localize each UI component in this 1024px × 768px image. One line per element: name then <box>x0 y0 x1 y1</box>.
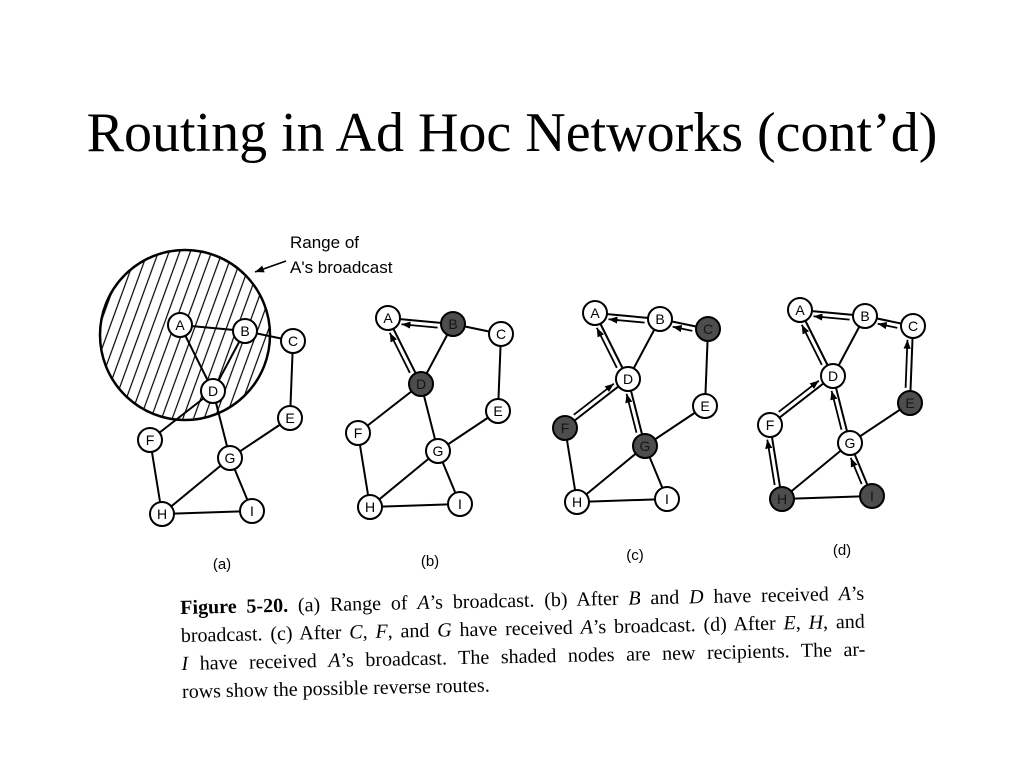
caption-text: ’s broadcast. (d) After <box>592 612 784 639</box>
reverse-route-arrow-g-to-d <box>832 391 842 430</box>
caption-text: , and <box>387 619 438 643</box>
node-label: B <box>448 316 458 332</box>
node-label: B <box>655 311 665 327</box>
node-g <box>633 434 657 458</box>
node-b <box>441 312 465 336</box>
node-label: C <box>702 321 714 337</box>
node-label: E <box>493 403 503 419</box>
node-e <box>278 406 302 430</box>
network-nodes <box>758 298 925 511</box>
node-h <box>770 487 794 511</box>
node-reference: C <box>349 621 363 644</box>
reverse-route-arrow-b-to-a <box>401 324 437 327</box>
node-label: D <box>415 376 427 392</box>
link-h-i <box>162 511 252 514</box>
node-reference: H <box>808 611 824 634</box>
node-reference: A <box>580 616 594 639</box>
link-h-i <box>370 504 460 507</box>
caption-text: ’s <box>850 582 865 605</box>
link-g-h <box>782 443 850 499</box>
reverse-route-arrow-b-to-a <box>608 319 644 322</box>
link-g-h <box>370 451 438 507</box>
link-h-i <box>782 496 872 499</box>
range-label-line: A's broadcast <box>290 258 393 277</box>
reverse-route-arrow-c-to-b <box>878 324 898 328</box>
diagram-panels <box>100 233 925 573</box>
reverse-route-arrow-f-to-d <box>779 381 819 412</box>
node-label: G <box>844 435 856 451</box>
node-f <box>553 416 577 440</box>
node-g <box>218 446 242 470</box>
caption-text: rows show the possible reverse routes. <box>181 674 490 703</box>
node-label: F <box>560 420 570 436</box>
diagram-panel-b <box>346 306 513 570</box>
network-nodes <box>553 301 720 514</box>
reverse-route-arrow-i-to-g <box>851 458 862 484</box>
node-reference: A <box>328 649 341 672</box>
caption-text: have received <box>703 583 839 609</box>
node-f <box>138 428 162 452</box>
node-e <box>693 394 717 418</box>
panel-label: (a) <box>212 556 232 573</box>
node-reference: F <box>375 620 388 643</box>
network-links <box>565 313 708 502</box>
node-f <box>346 421 370 445</box>
node-label: I <box>250 503 254 519</box>
reverse-route-arrow-f-to-d <box>574 384 614 415</box>
node-c <box>489 322 513 346</box>
reverse-route-arrow-e-to-c <box>906 340 908 388</box>
node-i <box>448 492 472 516</box>
node-label: C <box>287 333 299 349</box>
caption-text: (a) Range of <box>287 592 418 617</box>
node-e <box>898 391 922 415</box>
node-reference: E <box>783 612 796 635</box>
node-label: D <box>622 371 634 387</box>
range-label-line: Range of <box>290 233 359 252</box>
node-h <box>150 502 174 526</box>
panel-label: (c) <box>626 547 644 564</box>
diagram-panel-c <box>553 301 720 564</box>
link-g-h <box>162 458 230 514</box>
node-label: H <box>156 506 168 522</box>
diagram-panel-d <box>758 298 925 559</box>
node-label: F <box>145 432 155 448</box>
reverse-route-arrow-d-to-a <box>390 333 410 373</box>
node-label: A <box>383 310 393 326</box>
node-b <box>233 319 257 343</box>
node-label: D <box>827 368 839 384</box>
node-label: H <box>776 491 788 507</box>
reverse-route-arrow-c-to-b <box>673 327 693 331</box>
node-label: F <box>353 425 363 441</box>
node-reference: A <box>838 582 852 606</box>
node-label: B <box>860 308 870 324</box>
node-label: E <box>285 410 295 426</box>
node-reference: A <box>417 591 430 615</box>
node-label: G <box>432 443 444 459</box>
node-d <box>409 372 433 396</box>
node-g <box>426 439 450 463</box>
node-a <box>168 313 192 337</box>
node-label: D <box>207 383 219 399</box>
node-reference: B <box>628 587 641 610</box>
diagram-panel-a <box>100 233 393 573</box>
node-d <box>201 379 225 403</box>
panel-label: (b) <box>420 553 440 570</box>
node-label: G <box>224 450 236 466</box>
reverse-route-arrows <box>767 316 907 485</box>
node-a <box>376 306 400 330</box>
link-h-i <box>577 499 667 502</box>
network-links <box>770 310 913 499</box>
node-b <box>853 304 877 328</box>
node-a <box>583 301 607 325</box>
node-label: I <box>458 496 462 512</box>
node-label: G <box>639 438 651 454</box>
slide-title: Routing in Ad Hoc Networks (cont’d) <box>86 102 938 164</box>
node-e <box>486 399 510 423</box>
caption-text: and <box>640 586 690 610</box>
node-c <box>696 317 720 341</box>
node-label: I <box>870 488 874 504</box>
reverse-route-arrow-d-to-a <box>802 325 822 365</box>
node-label: H <box>571 494 583 510</box>
node-a <box>788 298 812 322</box>
node-label: C <box>495 326 507 342</box>
node-reference: I <box>181 652 189 675</box>
node-reference: D <box>688 586 704 609</box>
node-i <box>655 487 679 511</box>
node-b <box>648 307 672 331</box>
reverse-route-arrow-b-to-a <box>813 316 849 319</box>
node-reference: G <box>436 619 452 642</box>
figure-caption <box>180 580 866 706</box>
node-label: A <box>590 305 600 321</box>
network-links <box>358 318 501 507</box>
node-label: A <box>175 317 185 333</box>
caption-text: ’s broadcast. (b) After <box>429 587 629 614</box>
caption-text: , and <box>822 610 865 634</box>
caption-text: , <box>362 620 376 644</box>
link-g-h <box>577 446 645 502</box>
node-c <box>901 314 925 338</box>
reverse-route-arrow-g-to-d <box>627 394 637 433</box>
node-label: H <box>364 499 376 515</box>
node-label: A <box>795 302 805 318</box>
caption-text: have received <box>451 616 581 642</box>
caption-text: have received <box>187 649 329 675</box>
network-nodes <box>346 306 513 519</box>
node-label: C <box>907 318 919 334</box>
node-g <box>838 431 862 455</box>
node-label: I <box>665 491 669 507</box>
node-i <box>240 499 264 523</box>
node-c <box>281 329 305 353</box>
caption-text: , <box>795 611 809 635</box>
range-pointer-arrow <box>255 261 286 272</box>
node-label: E <box>700 398 710 414</box>
node-h <box>358 495 382 519</box>
caption-text: broadcast. (c) After <box>180 621 350 647</box>
node-d <box>616 367 640 391</box>
node-h <box>565 490 589 514</box>
node-d <box>821 364 845 388</box>
caption-text: ’s broadcast. The shaded nodes are new recipients. The ar- <box>340 638 866 672</box>
panel-label: (d) <box>832 542 852 559</box>
node-label: B <box>240 323 250 339</box>
node-f <box>758 413 782 437</box>
node-label: F <box>765 417 775 433</box>
node-label: E <box>905 395 915 411</box>
node-i <box>860 484 884 508</box>
figure-number: Figure 5-20. <box>180 594 289 619</box>
reverse-route-arrow-d-to-a <box>597 328 617 368</box>
